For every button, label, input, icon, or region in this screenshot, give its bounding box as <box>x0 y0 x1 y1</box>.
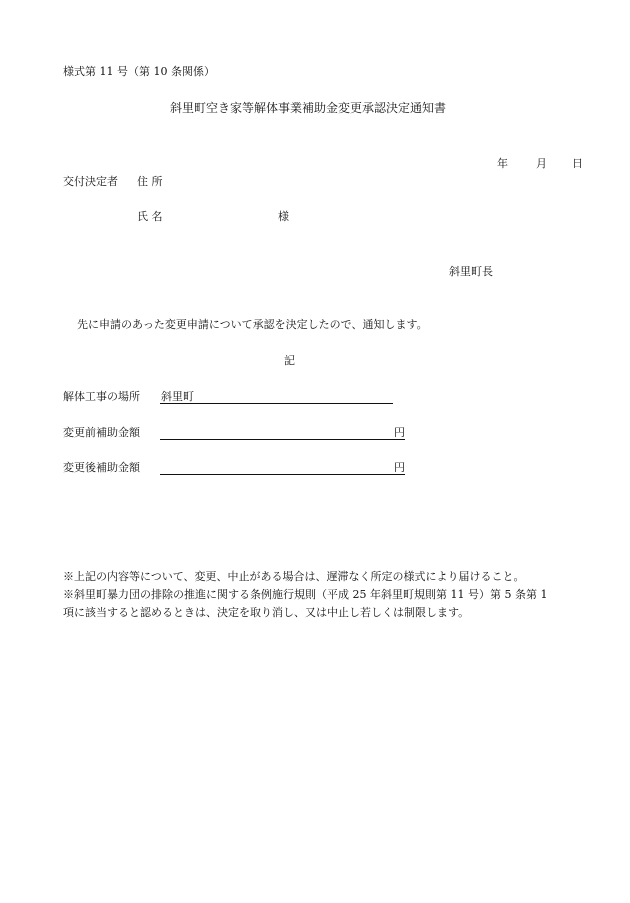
date-month-label: 月 <box>536 157 547 170</box>
before-amount-unit: 円 <box>394 426 405 439</box>
form-number: 様式第 11 号（第 10 条関係） <box>63 65 215 78</box>
issuer: 斜里町長 <box>449 265 493 278</box>
after-amount-unit: 円 <box>394 461 405 474</box>
date-year-label: 年 <box>497 157 508 170</box>
note-2-line-1: ※斜里町暴力団の排除の推進に関する条例施行規則（平成 25 年斜里町規則第 11 号）第 5 条第 1 <box>63 588 548 601</box>
address-label: 住 所 <box>137 175 163 188</box>
after-amount-unit-underline <box>394 474 405 475</box>
date-day-label: 日 <box>572 157 583 170</box>
name-label: 氏 名 <box>137 210 163 223</box>
note-2-line-2: 項に該当すると認めるときは、決定を取り消し、又は中止し若しくは制限します。 <box>63 606 470 619</box>
body-text: 先に申請のあった変更申請について承認を決定したので、通知します。 <box>77 318 428 331</box>
document-title: 斜里町空き家等解体事業補助金変更承認決定通知書 <box>170 101 447 115</box>
site-underline <box>160 403 393 404</box>
honorific: 様 <box>278 210 289 223</box>
note-1: ※上記の内容等について、変更、中止がある場合は、遅滞なく所定の様式により届けること。 <box>63 570 525 583</box>
ki-label: 記 <box>284 354 295 367</box>
before-amount-label: 変更前補助金額 <box>63 426 140 439</box>
site-label: 解体工事の場所 <box>63 390 140 403</box>
after-amount-label: 変更後補助金額 <box>63 461 140 474</box>
before-amount-unit-underline <box>394 439 405 440</box>
after-amount-underline <box>160 474 394 475</box>
before-amount-underline <box>160 439 394 440</box>
site-value: 斜里町 <box>161 390 194 403</box>
recipient-role-label: 交付決定者 <box>63 175 118 188</box>
